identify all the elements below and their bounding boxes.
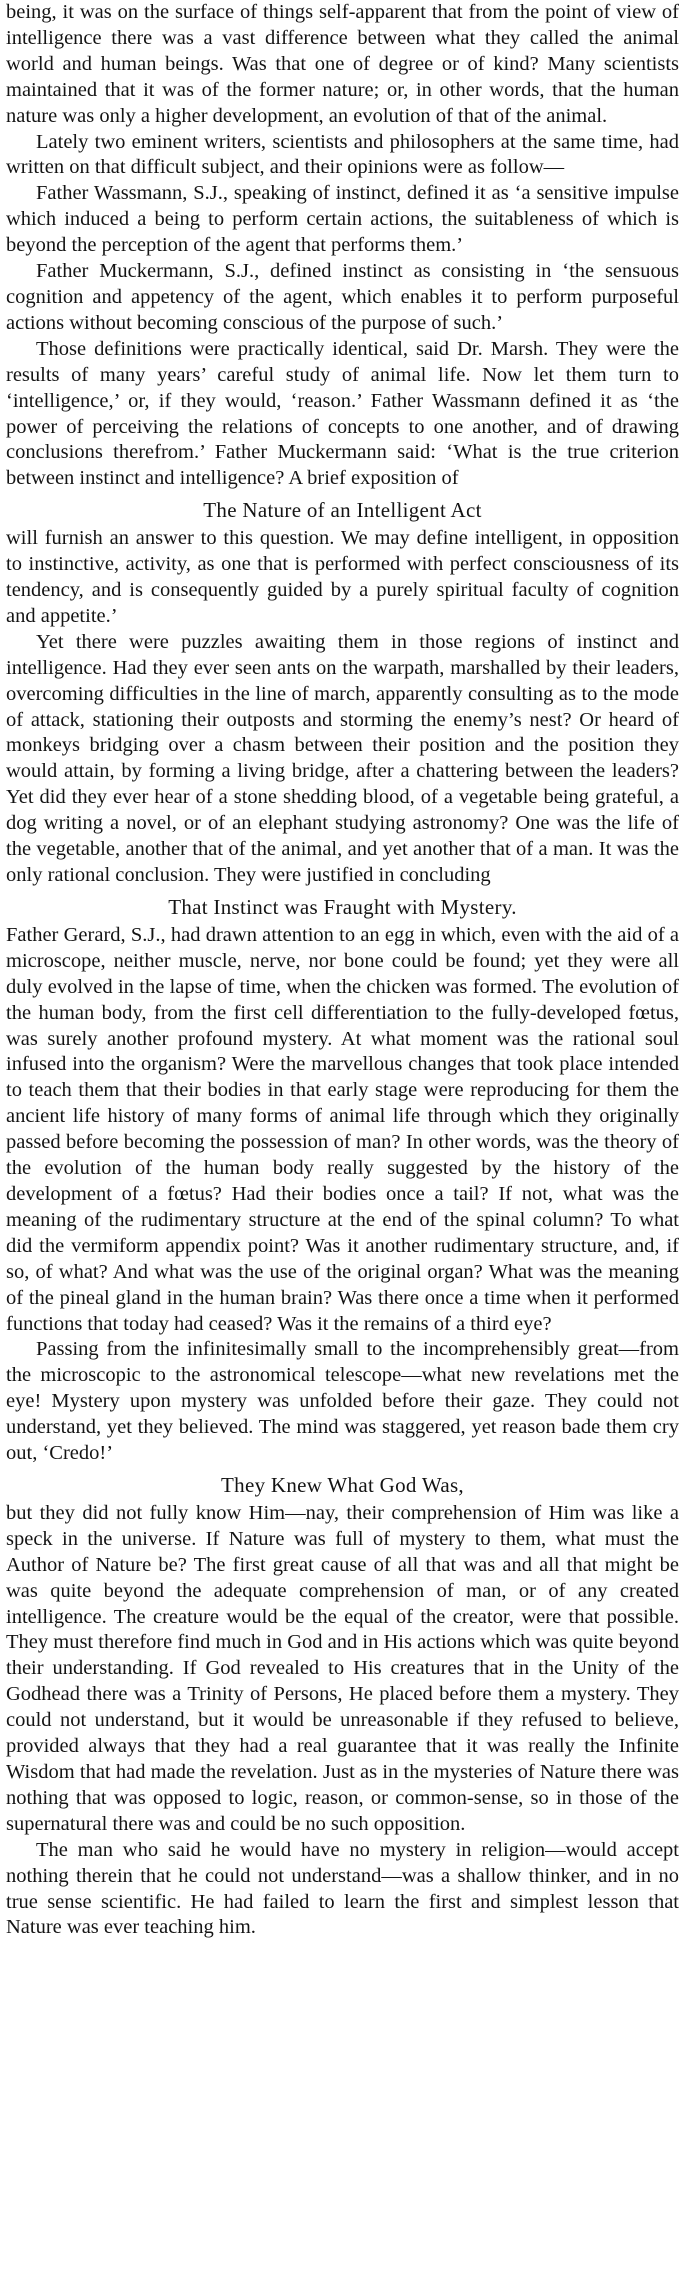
paragraph-eminent-writers: Lately two eminent writers, scientists and philosophers at the same time, had written on that difficult subject, and their opinions were as follow— — [6, 130, 679, 179]
subheading-knew-god: They Knew What God Was, — [221, 1472, 464, 1497]
subheading-intelligent-act: The Nature of an Intelligent Act — [203, 498, 482, 523]
paragraph-puzzles: Yet there were puzzles awaiting them in those regions of instinct and intelligence. Had they ever seen ants on the warpath, marshalled by their leaders, overcoming difficulties in the line of march, apparently consulting as to the mode of attack, stationing their outposts and storming the enemy’s nest? Or heard of monkeys bridging over a chasm between their position and the position they would attain, by forming a living bridge, after a chattering between the leaders? Yet did they ever hear of a stone shedding blood, of a vegetable being grateful, a dog writing a novel, or of an elephant studying astronomy? One was the life of the vegetable, another that of the animal, and yet another that of a man. It was the only rational conclusion. They were justified in concluding — [6, 630, 679, 886]
subheading-instinct-mystery: That Instinct was Fraught with Mystery. — [168, 894, 517, 919]
paragraph-intro: being, it was on the surface of things self-apparent that from the point of view of intelligence there was a vast difference between what they called the animal world and human beings. Was that one of degree or of kind? Many scientists maintained that it was of the former nature; or, in other words, that the human nature was only a higher development, an evolution of that of the animal. — [6, 1, 679, 127]
paragraph-gerard-egg: Father Gerard, S.J., had drawn attention to an egg in which, even with the aid of a microscope, neither muscle, nerve, nor bone could be found; yet they were all duly evolved in the lapse of time, when the chicken was formed. The evolution of the human body, from the first cell differentiation to the fully-developed fœtus, was surely another profound mystery. At what moment was the rational soul infused into the organism? Were the marvellous changes that took place intended to teach them that their bodies in that early stage were reproducing for them the ancient life history of many forms of animal life through which they originally passed before becoming the possession of man? In other words, was the theory of the evolution of the human body really suggested by the history of the development of a fœtus? Had their bodies once a tail? If not, what was the meaning of the rudimentary structure at the end of the spinal column? To what did the vermiform appendix point? Was it another rudimentary structure, and, if so, of what? And what was the use of the original organ? What was the meaning of the pineal gland in the human brain? Was there once a time when it performed functions that today had ceased? Was it the remains of a third eye? — [6, 923, 679, 1335]
paragraph-telescope: Passing from the infinitesimally small to the incomprehensibly great—from the microscopic to the astronomical telescope—what new revelations met the eye! Mystery upon mystery was unfolded before their gaze. They could not understand, yet they believed. The mind was staggered, yet reason bade them cry out, ‘Credo!’ — [6, 1338, 679, 1465]
paragraph-wassmann-instinct: Father Wassmann, S.J., speaking of instinct, defined it as ‘a sensitive impulse which induced a being to perform certain actions, the suitableness of which is beyond the perception of the agent that performs them.’ — [6, 182, 679, 257]
paragraph-muckermann-instinct: Father Muckermann, S.J., defined instinct as consisting in ‘the sensuous cognition and appetency of the agent, which enables it to perform purposeful actions without becoming conscious of the purpose of such.’ — [6, 260, 679, 334]
paragraph-intelligent-definition: will furnish an answer to this question. We may define intelligent, in opposition to instinctive, activity, as one that is performed with perfect consciousness of its tendency, and is consequently guided by a purely spiritual faculty of cognition and appetite.’ — [6, 527, 679, 627]
paragraph-comprehension: but they did not fully know Him—nay, their comprehension of Him was like a speck in the universe. If Nature was full of mystery to them, what must the Author of Nature be? The first great cause of all that was and all that might be was quite beyond the adequate comprehension of man, or of any created intelligence. The creature would be the equal of the creator, were that possible. They must therefore find much in God and in His actions which was quite beyond their understanding. If God revealed to His creatures that in the Unity of the Godhead there was a Trinity of Persons, He placed before them a mystery. They could not understand, but it would be unreasonable if they refused to believe, provided always that they had a real guarantee that it was really the Infinite Wisdom that had made the revelation. Just as in the mysteries of Nature there was nothing that was opposed to logic, reason, or common-sense, so in those of the supernatural there was and could be no such opposition. — [6, 1501, 679, 1835]
paragraph-conclusion: The man who said he would have no mystery in religion—would accept nothing therein that he could not understand—was a shallow thinker, and in no true sense scientific. He had failed to learn the first and simplest lesson that Nature was ever teaching him. — [6, 1838, 679, 1939]
paragraph-definitions: Those definitions were practically identical, said Dr. Marsh. They were the results of many years’ careful study of animal life. Now let them turn to ‘intelligence,’ or, if they would, ‘reason.’ Father Wassmann defined it as ‘the power of perceiving the relations of concepts to one another, and of drawing conclusions therefrom.’ Father Muckermann said: ‘What is the true criterion between instinct and intelligence? A brief exposition of — [6, 337, 679, 490]
